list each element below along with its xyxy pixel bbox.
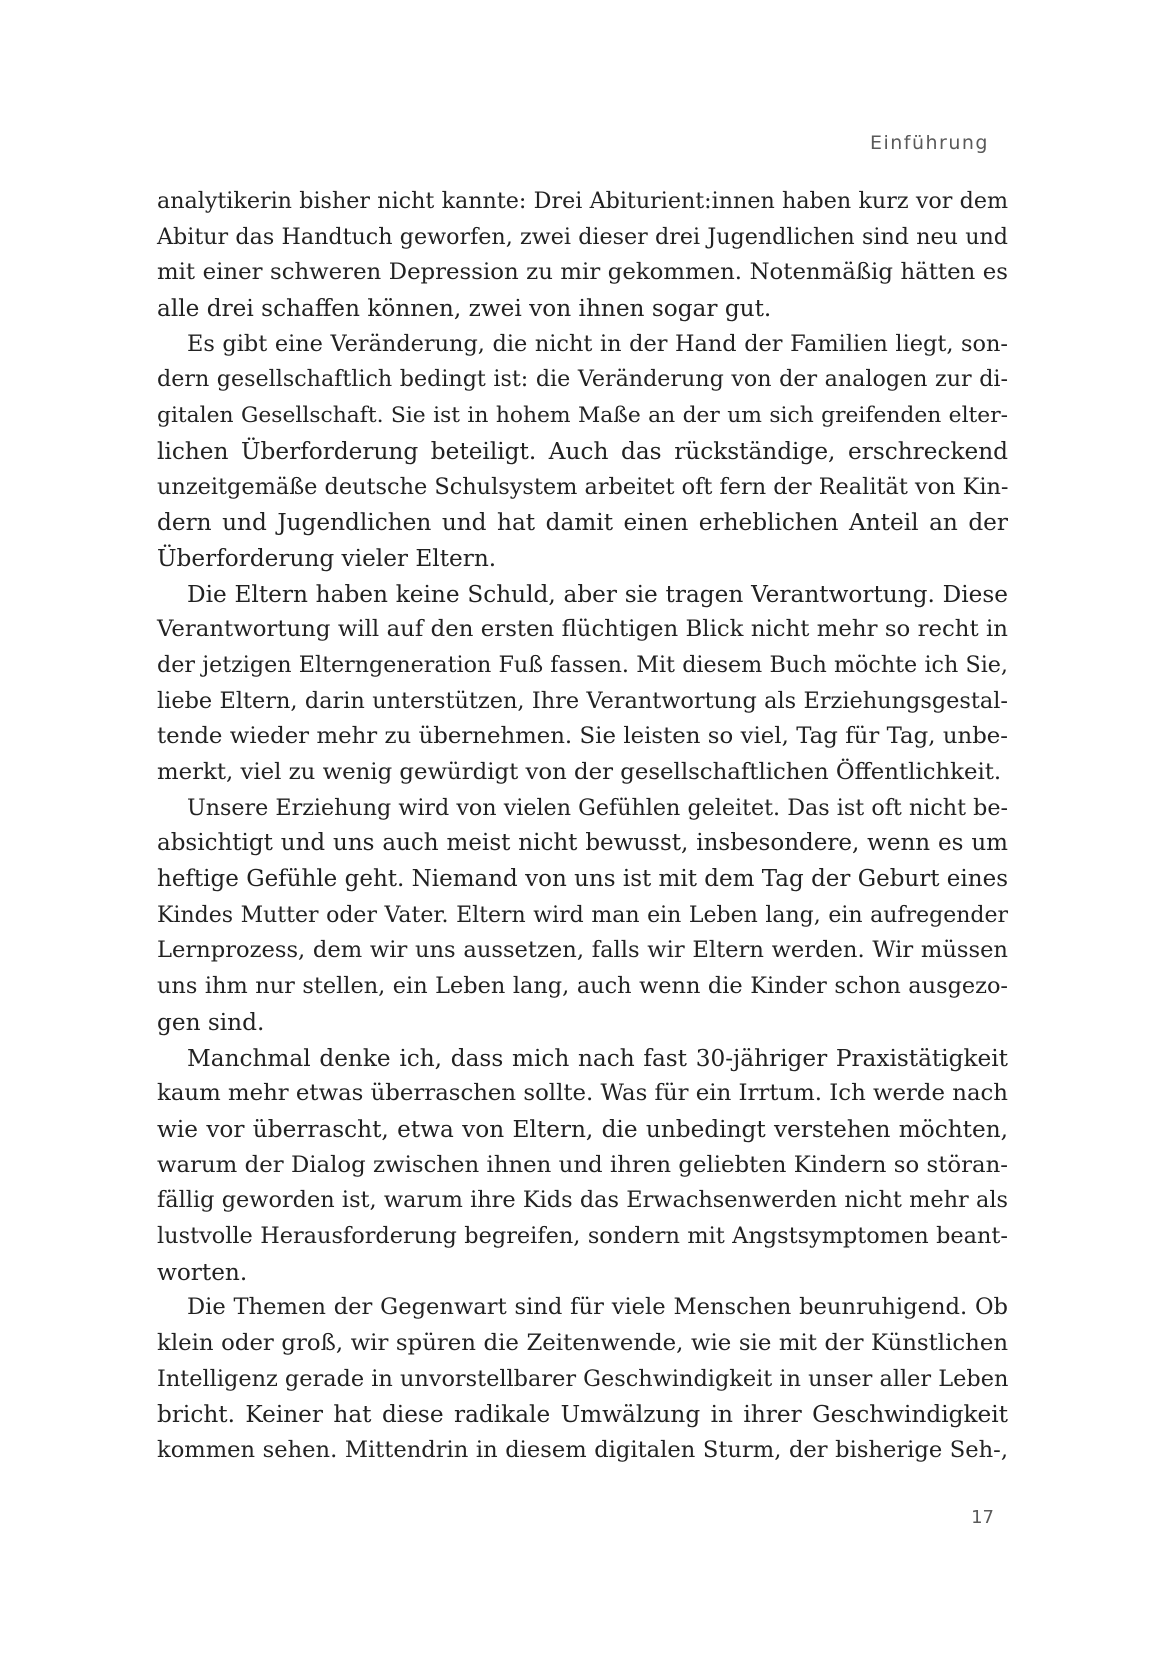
text-line: Die Eltern haben keine Schuld, aber sie tragen Verantwortung. Diese	[187, 580, 1008, 608]
text-line: Die Themen der Gegenwart sind für viele Menschen beunruhigend. Ob	[187, 1294, 1008, 1321]
text-line: kommen sehen. Mittendrin in diesem digitalen Sturm, der bisherige Seh-,	[157, 1437, 1008, 1464]
text-line: liebe Eltern, darin unterstützen, Ihre Verantwortung als Erziehungsgestal-	[157, 687, 1008, 714]
running-head-title: Einführung	[869, 132, 989, 154]
text-line: klein oder groß, wir spüren die Zeitenwende, wie sie mit der Künstlichen	[157, 1330, 1008, 1356]
text-line: gitalen Gesellschaft. Sie ist in hohem Maße an der um sich greifenden elter-	[157, 403, 1008, 429]
text-line: warum der Dialog zwischen ihnen und ihren geliebten Kindern so störan-	[157, 1151, 1008, 1178]
text-line: heftige Gefühle geht. Niemand von uns ist mit dem Tag der Geburt eines	[157, 866, 1008, 893]
text-line: lichen Überforderung beteiligt. Auch das rückständige, erschreckend	[157, 437, 1008, 465]
text-line: dern und Jugendlichen und hat damit einen erheblichen Anteil an der	[157, 509, 1008, 537]
text-line: unzeitgemäße deutsche Schulsystem arbeitet oft fern der Realität von Kin-	[157, 473, 1009, 500]
text-line: Abitur das Handtuch geworfen, zwei dieser drei Jugendlichen sind neu und	[157, 223, 1008, 250]
text-line: dern gesellschaftlich bedingt ist: die Veränderung von der analogen zur di-	[157, 366, 1008, 393]
text-line: Verantwortung will auf den ersten flüchtigen Blick nicht mehr so recht in	[157, 616, 1008, 643]
text-line: tende wieder mehr zu übernehmen. Sie leisten so viel, Tag für Tag, unbe-	[157, 723, 1008, 750]
text-line: worten.	[157, 1258, 248, 1286]
text-line: uns ihm nur stellen, ein Leben lang, auch wenn die Kinder schon ausgezo-	[157, 973, 1008, 1000]
text-line: analytikerin bisher nicht kannte: Drei Abiturient:innen haben kurz vor dem	[157, 188, 1008, 214]
text-line: lustvolle Herausforderung begreifen, sondern mit Angstsymptomen beant-	[157, 1222, 1008, 1249]
text-line: kaum mehr etwas überraschen sollte. Was für ein Irrtum. Ich werde nach	[157, 1080, 1008, 1107]
text-line: Überforderung vieler Eltern.	[157, 544, 497, 572]
text-line: fällig geworden ist, warum ihre Kids das Erwachsenwerden nicht mehr als	[157, 1187, 1008, 1214]
text-line: Manchmal denke ich, dass mich nach fast 30-jähriger Praxistätigkeit	[187, 1044, 1008, 1072]
text-line: Intelligenz gerade in unvorstellbarer Geschwindigkeit in unser aller Leben	[157, 1365, 1009, 1392]
text-line: absichtigt und uns auch meist nicht bewusst, insbesondere, wenn es um	[157, 830, 1008, 857]
text-line: Kindes Mutter oder Vater. Eltern wird man ein Leben lang, ein aufregender	[157, 902, 1008, 928]
body-text	[157, 184, 1008, 1469]
page-number: 17	[971, 1507, 994, 1528]
text-line: Es gibt eine Veränderung, die nicht in der Hand der Familien liegt, son-	[187, 330, 1008, 357]
text-line: der jetzigen Elterngeneration Fuß fassen. Mit diesem Buch möchte ich Sie,	[157, 651, 1008, 678]
text-line: bricht. Keiner hat diese radikale Umwälzung in ihrer Geschwindigkeit	[157, 1401, 1008, 1429]
text-line: mit einer schweren Depression zu mir gekommen. Notenmäßig hätten es	[157, 259, 1008, 286]
text-line: merkt, viel zu wenig gewürdigt von der gesellschaftlichen Öffentlichkeit.	[157, 759, 1002, 785]
text-line: Unsere Erziehung wird von vielen Gefühlen geleitet. Das ist oft nicht be-	[187, 794, 1008, 821]
text-line: gen sind.	[157, 1008, 265, 1036]
text-line: alle drei schaffen können, zwei von ihnen sogar gut.	[157, 295, 772, 323]
text-line: Lernprozess, dem wir uns aussetzen, falls wir Eltern werden. Wir müssen	[157, 937, 1008, 964]
text-line: wie vor überrascht, etwa von Eltern, die unbedingt verstehen möchten,	[157, 1115, 1008, 1143]
